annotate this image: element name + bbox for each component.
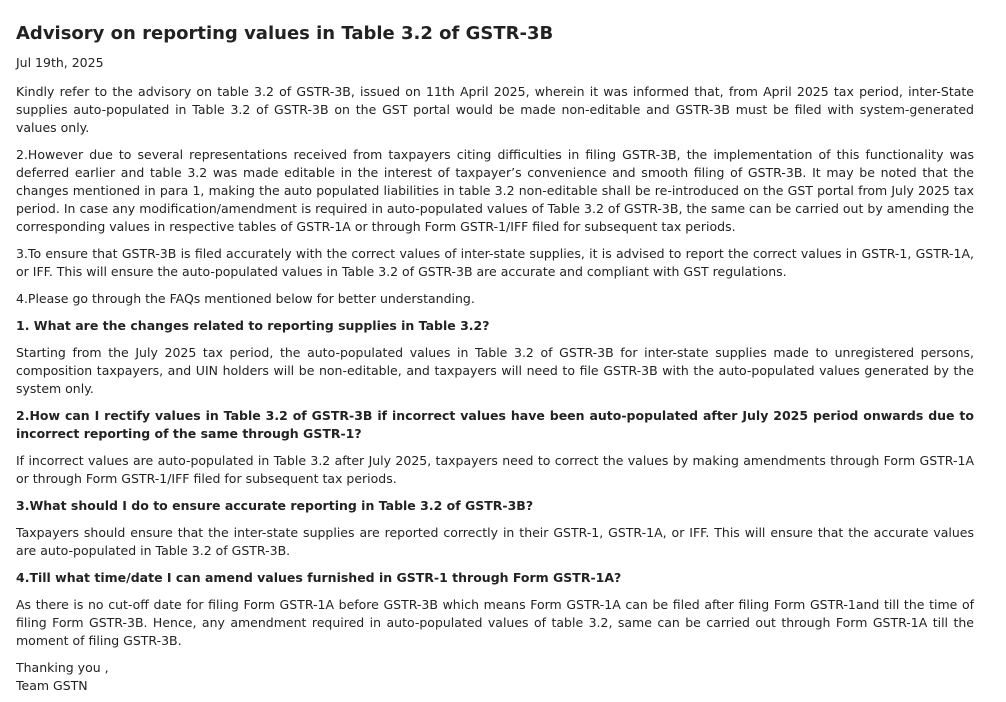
- article-date: Jul 19th, 2025: [16, 55, 104, 70]
- faq-answer-1: Starting from the July 2025 tax period, the auto-populated values in Table 3.2 of GSTR-3B for inter-state supplies made to unregistered persons, composition taxpayers, and UIN holders will be non-editable, and taxpayers will need to file GSTR-3B with the auto-populated values generated by the system only.: [16, 345, 974, 396]
- article-title: Advisory on reporting values in Table 3.2 of GSTR-3B: [16, 23, 554, 44]
- paragraph-2: 2.However due to several representations received from taxpayers citing difficulties in filing GSTR-3B, the implementation of this functionality was deferred earlier and table 3.2 was made editable in the interest of taxpayer’s convenience and smooth filing of GSTR-3B. It may be noted that the changes mentioned in para 1, making the auto populated liabilities in table 3.2 non-editable shall be re-introduced on the GST portal from July 2025 tax period. In case any modification/amendment is required in auto-populated values of Table 3.2 of GSTR-3B, the same can be carried out by amending the corresponding values in respective tables of GSTR-1A or through Form GSTR-1/IFF filed for subsequent tax periods.: [16, 147, 974, 234]
- faq-question-2: 2.How can I rectify values in Table 3.2 of GSTR-3B if incorrect values have been auto-populated after July 2025 period onwards due to incorrect reporting of the same through GSTR-1?: [16, 408, 974, 441]
- paragraph-1: Kindly refer to the advisory on table 3.2 of GSTR-3B, issued on 11th April 2025, wherein it was informed that, from April 2025 tax period, inter-State supplies auto-populated in Table 3.2 of GSTR-3B on the GST portal would be made non-editable and GSTR-3B must be filed with system-generated values only.: [16, 84, 974, 135]
- signoff-team: Team GSTN: [16, 678, 88, 693]
- signoff-thanks: Thanking you ,: [16, 660, 109, 675]
- faq-answer-4: As there is no cut-off date for filing Form GSTR-1A before GSTR-3B which means Form GSTR-1A can be filed after filing Form GSTR-1and till the time of filing Form GSTR-3B. Hence, any amendment required in auto-populated values of table 3.2, same can be carried out through Form GSTR-1A till the moment of filing GSTR-3B.: [16, 597, 974, 648]
- faq-question-4: 4.Till what time/date I can amend values furnished in GSTR-1 through Form GSTR-1A?: [16, 570, 622, 585]
- faq-question-3: 3.What should I do to ensure accurate reporting in Table 3.2 of GSTR-3B?: [16, 498, 534, 513]
- faq-question-1: 1. What are the changes related to reporting supplies in Table 3.2?: [16, 318, 490, 333]
- faq-answer-2: If incorrect values are auto-populated in Table 3.2 after July 2025, taxpayers need to correct the values by making amendments through Form GSTR-1A or through Form GSTR-1/IFF filed for subsequent tax periods.: [16, 453, 974, 486]
- paragraph-3: 3.To ensure that GSTR-3B is filed accurately with the correct values of inter-state supplies, it is advised to report the correct values in GSTR-1, GSTR-1A, or IFF. This will ensure the auto-populated values in Table 3.2 of GSTR-3B are accurate and compliant with GST regulations.: [16, 246, 974, 279]
- faq-answer-3: Taxpayers should ensure that the inter-state supplies are reported correctly in their GSTR-1, GSTR-1A, or IFF. This will ensure that the accurate values are auto-populated in Table 3.2 of GSTR-3B.: [16, 525, 974, 558]
- paragraph-4: 4.Please go through the FAQs mentioned below for better understanding.: [16, 291, 475, 306]
